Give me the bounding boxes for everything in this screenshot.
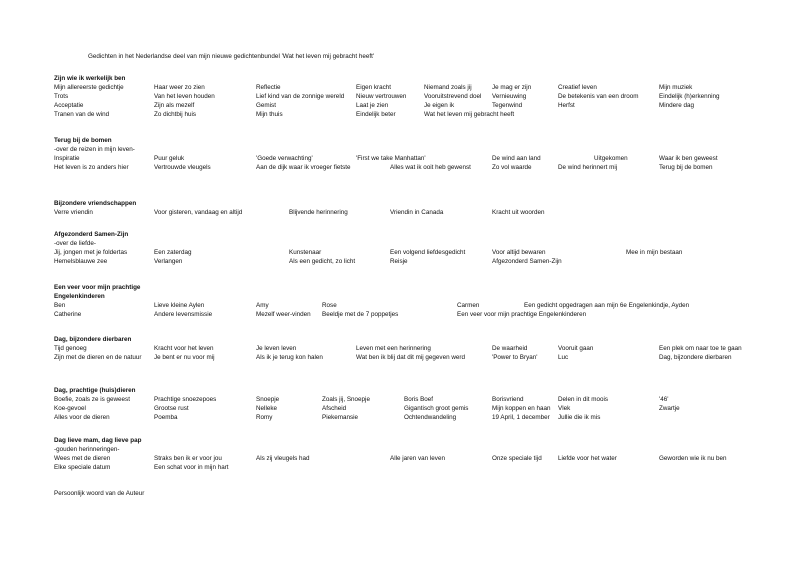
poem-title: Vernieuwing xyxy=(492,93,527,100)
poem-row xyxy=(54,310,794,319)
poem-title: Boefie, zoals ze is geweest xyxy=(54,396,130,403)
poem-title: Jij, jongen met je foldertas xyxy=(54,249,128,256)
poem-title: '46' xyxy=(659,396,669,403)
poem-title: Creatief leven xyxy=(558,84,597,91)
poem-title: Van het leven houden xyxy=(154,93,215,100)
poem-row xyxy=(54,395,794,404)
poem-title: Mijn allereerste gedichtje xyxy=(54,84,124,91)
poem-title: Dag, bijzondere dierbaren xyxy=(659,354,732,361)
poem-title: Lieve kleine Aylen xyxy=(154,302,205,309)
poem-title: Alles wat ik ooit heb gewenst xyxy=(390,164,471,171)
poem-title: Trots xyxy=(54,93,69,100)
poem-title: Reflectie xyxy=(256,84,281,91)
poem-title: Leven met een herinnering xyxy=(356,345,431,352)
poem-title: De wind herinnert mij xyxy=(558,164,618,171)
poem-title: 'First we take Manhattan' xyxy=(356,155,426,162)
poem-title: Eindelijk (h)erkenning xyxy=(659,93,720,100)
poem-title: Nelleke xyxy=(256,405,277,412)
poem-row xyxy=(54,463,794,472)
poem-title: Vlek xyxy=(558,405,571,412)
poem-title: Vooruitstrevend doel xyxy=(424,93,482,100)
poem-row xyxy=(54,301,794,310)
poem-title: Romy xyxy=(256,414,273,421)
poem-title: Mezelf weer-vinden xyxy=(256,311,311,318)
poem-title: Zwartje xyxy=(659,405,680,412)
poem-title: Vertrouwde vleugels xyxy=(154,164,211,171)
poem-title: Koe-gevoel xyxy=(54,405,86,412)
poem-row xyxy=(54,92,794,101)
poem-title: Blijvende herinnering xyxy=(289,209,348,216)
poem-title: Mijn koppen en haan xyxy=(492,405,551,412)
poem-title: Vooruit gaan xyxy=(558,345,594,352)
poem-title: Catherine xyxy=(54,311,82,318)
poem-title: De waarheid xyxy=(492,345,528,352)
poem-title: Uitgekomen xyxy=(594,155,628,162)
poem-row xyxy=(54,208,794,217)
poem-title: Voor gisteren, vandaag en altijd xyxy=(154,209,243,216)
section-heading: Een veer voor mijn prachtige xyxy=(54,284,141,291)
poem-row xyxy=(54,101,794,110)
poem-title: Een volgend liefdesgedicht xyxy=(390,249,466,256)
poem-title: Tijd genoeg xyxy=(54,345,87,352)
section-heading: Zijn wie ik werkelijk ben xyxy=(54,75,126,82)
section-heading-line2: Engelenkinderen xyxy=(54,293,105,300)
poem-title: Zo dichtbij huis xyxy=(154,111,196,118)
poem-title: Kunstenaar xyxy=(289,249,322,256)
poem-title: Boris Boef xyxy=(404,396,434,403)
poem-title: Alles voor de dieren xyxy=(54,414,110,421)
poem-row xyxy=(54,413,794,422)
section-heading: Terug bij de bomen xyxy=(54,137,112,144)
poem-title: 19 April, 1 december xyxy=(492,414,550,421)
poem-title: Gigantisch groot gemis xyxy=(404,405,469,412)
poem-row xyxy=(54,257,794,266)
poem-title: Geworden wie ik nu ben xyxy=(659,455,727,462)
poem-title: De betekenis van een droom xyxy=(558,93,639,100)
poem-title: Als ik je terug kon halen xyxy=(256,354,323,361)
poem-title: Vriendin in Canada xyxy=(390,209,444,216)
section-bijzondere-dierbaren xyxy=(54,335,794,362)
poem-row xyxy=(54,110,794,119)
poem-title: Rose xyxy=(322,302,337,309)
poem-title: Wat het leven mij gebracht heeft xyxy=(424,111,515,118)
poem-title: Zijn met de dieren en de natuur xyxy=(54,354,142,361)
poem-title: Gemist xyxy=(256,102,276,109)
section-subtitle: -over de reizen in mijn leven- xyxy=(54,146,135,153)
poem-row xyxy=(54,154,794,163)
poem-title: Wees met de dieren xyxy=(54,455,111,462)
poem-title: Beeldje met de 7 poppetjes xyxy=(322,311,399,318)
poem-title: Zoals jij, Snoepje xyxy=(322,396,370,403)
poem-title: Zijn als mezelf xyxy=(154,102,195,109)
poem-title: Tranen van de wind xyxy=(54,111,110,118)
poem-title: Jullie die ik mis xyxy=(558,414,601,421)
poem-title: Haar weer zo zien xyxy=(154,84,205,91)
poem-title: Zo vol waarde xyxy=(492,164,532,171)
poem-row xyxy=(54,454,794,463)
poem-title: Je bent er nu voor mij xyxy=(154,354,215,361)
poem-title: Straks ben ik er voor jou xyxy=(154,455,222,462)
poem-title: Wat ben ik blij dat dit mij gegeven werd xyxy=(356,354,465,361)
section-bijzondere-vriendschappen xyxy=(54,199,794,217)
poem-title: Terug bij de bomen xyxy=(659,164,713,171)
poem-title: Je mag er zijn xyxy=(492,84,532,91)
poem-title: Hemelsblauwe zee xyxy=(54,258,108,265)
poem-title: Luc xyxy=(558,354,569,361)
poem-title: Amy xyxy=(256,302,269,309)
poem-title: Tegenwind xyxy=(492,102,523,109)
poem-title: Delen in dit moois xyxy=(558,396,609,403)
poem-title: De wind aan land xyxy=(492,155,541,162)
poem-title: Als zij vleugels had xyxy=(256,455,310,462)
section-engelenkinderen xyxy=(54,283,794,319)
poem-title: Verre vriendin xyxy=(54,209,93,216)
section-subtitle: -over de liefde- xyxy=(54,240,96,247)
intro-line: Gedichten in het Nederlandse deel van mijn nieuwe gedichtenbundel 'Wat het leven mij gebracht heeft' xyxy=(88,53,375,60)
poem-title: Mee in mijn bestaan xyxy=(626,249,683,256)
poem-title: Je eigen ik xyxy=(424,102,455,109)
poem-title: Je leven leven xyxy=(256,345,297,352)
poem-row xyxy=(54,344,794,353)
poem-title: Borisvriend xyxy=(492,396,524,403)
poem-title: 'Goede verwachting' xyxy=(256,155,313,162)
poem-title: Kracht voor het leven xyxy=(154,345,214,352)
poem-title: Een plek om naar toe te gaan xyxy=(659,345,742,352)
poem-row xyxy=(54,163,794,172)
poem-title: Een zaterdag xyxy=(154,249,192,256)
poem-title: Voor altijd bewaren xyxy=(492,249,546,256)
poem-title: Acceptatie xyxy=(54,102,84,109)
poem-row xyxy=(54,83,794,92)
section-heading: Dag, bijzondere dierbaren xyxy=(54,336,132,343)
poem-title: Een gedicht opgedragen aan mijn 6e Engelenkindje, Ayden xyxy=(524,302,690,309)
poem-title: Waar ik ben geweest xyxy=(659,155,718,162)
section-heading: Dag lieve mam, dag lieve pap xyxy=(54,437,142,444)
poem-title: Prachtige snoezepoes xyxy=(154,396,217,403)
poem-title: Alle jaren van leven xyxy=(390,455,445,462)
poem-title: Het leven is zo anders hier xyxy=(54,164,129,171)
section-zijn-wie-ik-ben xyxy=(54,74,794,119)
author-note: Persoonlijk woord van de Auteur xyxy=(54,490,145,497)
poem-title: Grootse rust xyxy=(154,405,189,412)
poem-title: Verlangen xyxy=(154,258,183,265)
poem-title: Afscheid xyxy=(322,405,347,412)
poem-title: Mindere dag xyxy=(659,102,695,109)
section-afgezonderd-samen-zijn xyxy=(54,230,794,266)
poem-title: Lief kind van de zonnige wereld xyxy=(256,93,345,100)
poem-row xyxy=(54,404,794,413)
poem-title: Herfst xyxy=(558,102,575,109)
section-heading: Afgezonderd Samen-Zijn xyxy=(54,231,129,238)
poem-title: Aan de dijk waar ik vroeger fietste xyxy=(256,164,351,171)
poem-title: Onze speciale tijd xyxy=(492,455,542,462)
section-heading: Bijzondere vriendschappen xyxy=(54,200,137,207)
poem-title: Eindelijk beter xyxy=(356,111,396,118)
poem-title: Mijn thuis xyxy=(256,111,283,118)
poem-title: Snoepje xyxy=(256,396,280,403)
poem-title: Nieuw vertrouwen xyxy=(356,93,407,100)
poem-title: Kracht uit woorden xyxy=(492,209,545,216)
poem-title: Andere levensmissie xyxy=(154,311,213,318)
poem-title: Poemba xyxy=(154,414,178,421)
section-lieve-mam-pap xyxy=(54,436,794,472)
poem-title: Laat je zien xyxy=(356,102,389,109)
poem-title: Als een gedicht, zo licht xyxy=(289,258,356,265)
poem-title: Niemand zoals jij xyxy=(424,84,472,91)
poem-title: Inspiratie xyxy=(54,155,80,162)
section-subtitle: -gouden herinneringen- xyxy=(54,446,120,453)
poem-title: Elke speciale datum xyxy=(54,464,111,471)
poem-title: Puur geluk xyxy=(154,155,185,162)
poem-title: Liefde voor het water xyxy=(558,455,617,462)
section-terug-bij-de-bomen xyxy=(54,136,794,172)
section-huisdieren xyxy=(54,386,794,422)
poem-row xyxy=(54,248,794,257)
poem-title: Mijn muziek xyxy=(659,84,693,91)
poem-title: Carmen xyxy=(457,302,480,309)
poem-title: Afgezonderd Samen-Zijn xyxy=(492,258,562,265)
poem-title: Piekemansie xyxy=(322,414,359,421)
poem-title: Ochtendwandeling xyxy=(404,414,457,421)
poem-title: 'Power to Bryan' xyxy=(492,354,538,361)
poem-title: Ben xyxy=(54,302,66,309)
poem-title: Een veer voor mijn prachtige Engelenkinderen xyxy=(457,311,587,318)
poem-title: Een schat voor in mijn hart xyxy=(154,464,229,471)
poem-title: Eigen kracht xyxy=(356,84,392,91)
poem-row xyxy=(54,353,794,362)
section-heading: Dag, prachtige (huis)dieren xyxy=(54,387,136,394)
poem-title: Reisje xyxy=(390,258,408,265)
